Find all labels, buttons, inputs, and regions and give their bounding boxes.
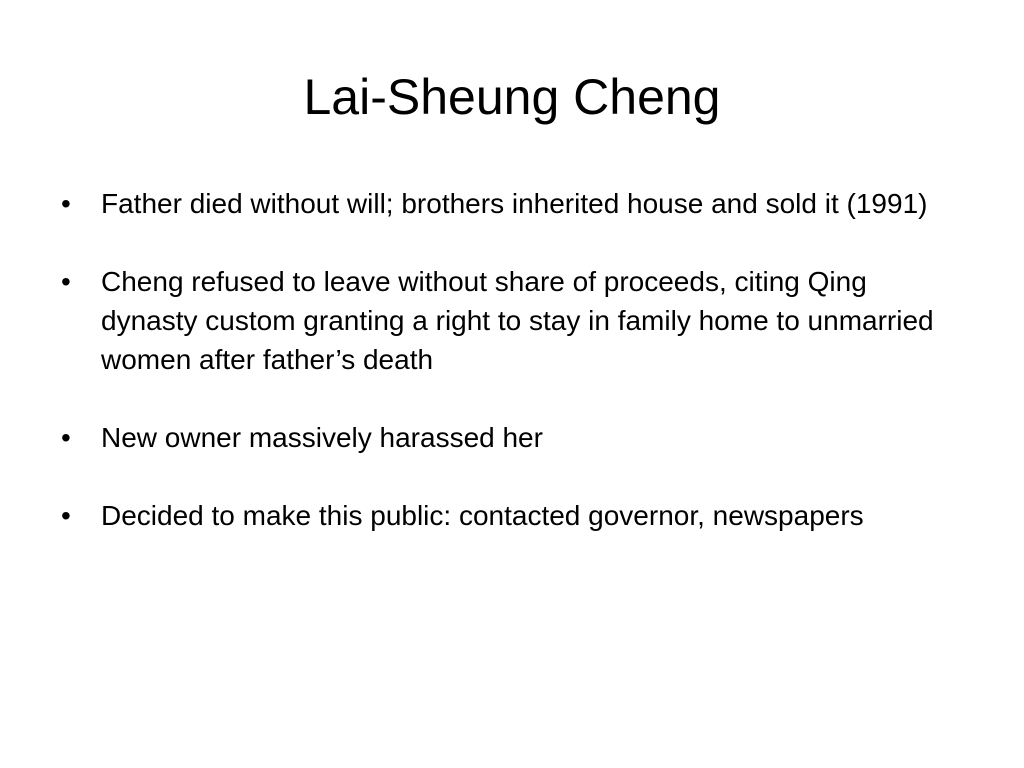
bullet-item — [57, 262, 967, 379]
bullet-marker: • — [61, 188, 71, 219]
bullet-marker: • — [61, 500, 71, 531]
bullet-marker: • — [61, 266, 71, 297]
bullet-item — [57, 184, 967, 223]
bullet-item — [57, 418, 967, 457]
bullet-list — [57, 184, 967, 574]
slide-title: Lai-Sheung Cheng — [303, 69, 721, 125]
bullet-text: Father died without will; brothers inherited house and sold it (1991) — [101, 188, 928, 219]
bullet-text: New owner massively harassed her — [101, 422, 543, 453]
bullet-text: Cheng refused to leave without share of proceeds, citing Qing dynasty custom granting a right to stay in family home to unmarried women after father’s death — [101, 266, 934, 375]
bullet-marker: • — [61, 422, 71, 453]
bullet-text: Decided to make this public: contacted governor, newspapers — [101, 500, 864, 531]
bullet-item — [57, 496, 967, 535]
